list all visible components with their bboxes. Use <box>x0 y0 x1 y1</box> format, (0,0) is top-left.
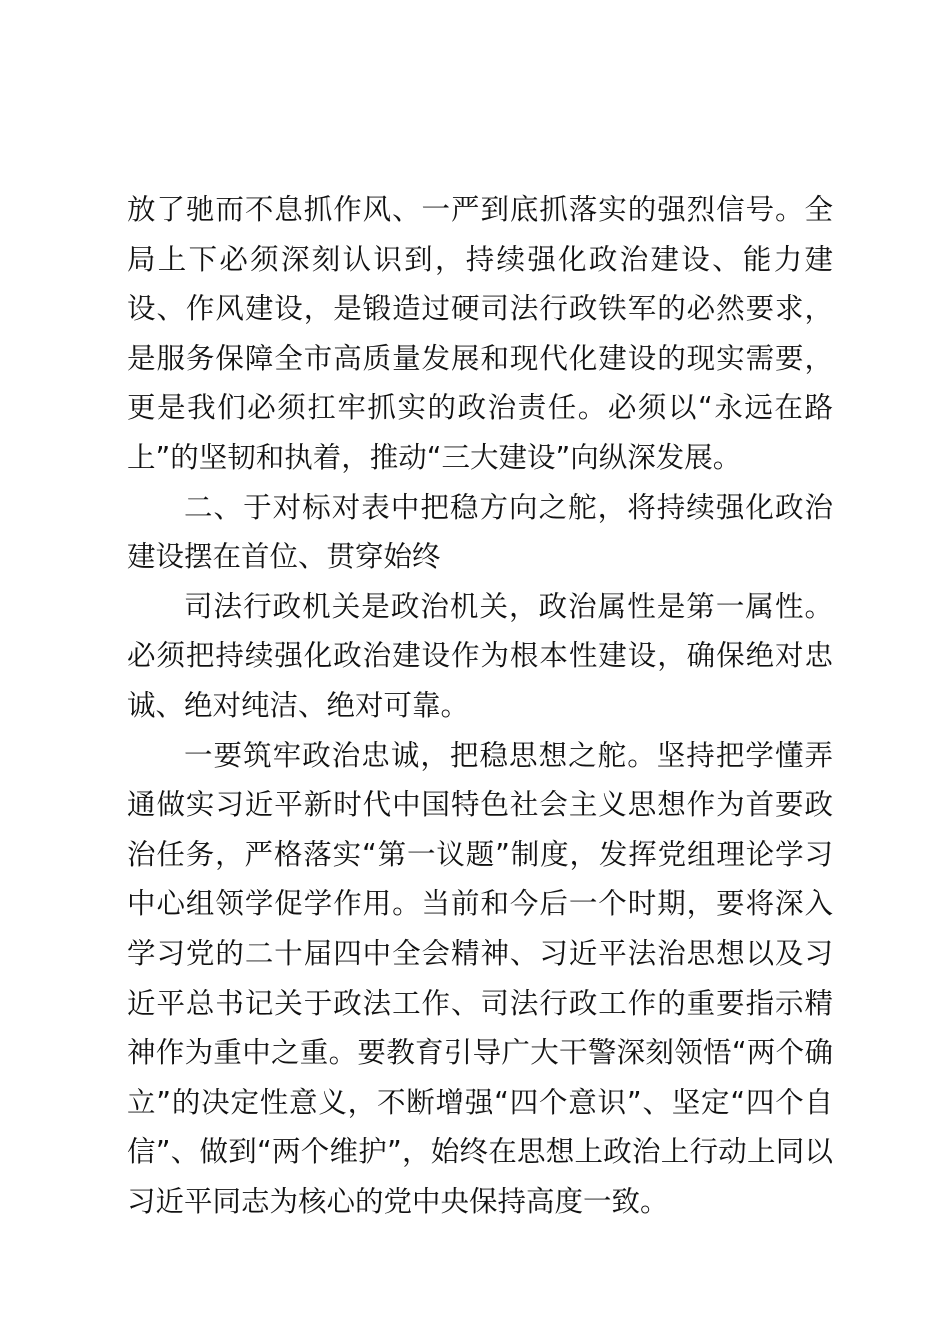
document-page <box>127 185 833 1226</box>
paragraph-continuation: 放了驰而不息抓作风、一严到底抓落实的强烈信号。全局上下必须深刻认识到，持续强化政治建设、能力建设、作风建设，是锻造过硬司法行政铁军的必然要求，是服务保障全市高质量发展和现代化建设的现实需要，更是我们必须扛牢抓实的政治责任。必须以“永远在路上”的坚韧和执着，推动“三大建设”向纵深发展。 <box>127 193 833 474</box>
paragraph-intro: 司法行政机关是政治机关，政治属性是第一属性。必须把持续强化政治建设作为根本性建设，确保绝对忠诚、绝对纯洁、绝对可靠。 <box>127 589 833 722</box>
section-heading: 二、于对标对表中把稳方向之舵，将持续强化政治建设摆在首位、贯穿始终 <box>127 490 833 574</box>
paragraph-point-one: 一要筑牢政治忠诚，把稳思想之舵。坚持把学懂弄通做实习近平新时代中国特色社会主义思想作为首要政治任务，严格落实“第一议题”制度，发挥党组理论学习中心组领学促学作用。当前和今后一个时期，要将深入学习党的二十届四中全会精神、习近平法治思想以及习近平总书记关于政法工作、司法行政工作的重要指示精神作为重中之重。要教育引导广大干警深刻领悟“两个确立”的决定性意义，不断增强“四个意识”、坚定“四个自信”、做到“两个维护”，始终在思想上政治上行动上同以习近平同志为核心的党中央保持高度一致。 <box>127 738 833 1218</box>
